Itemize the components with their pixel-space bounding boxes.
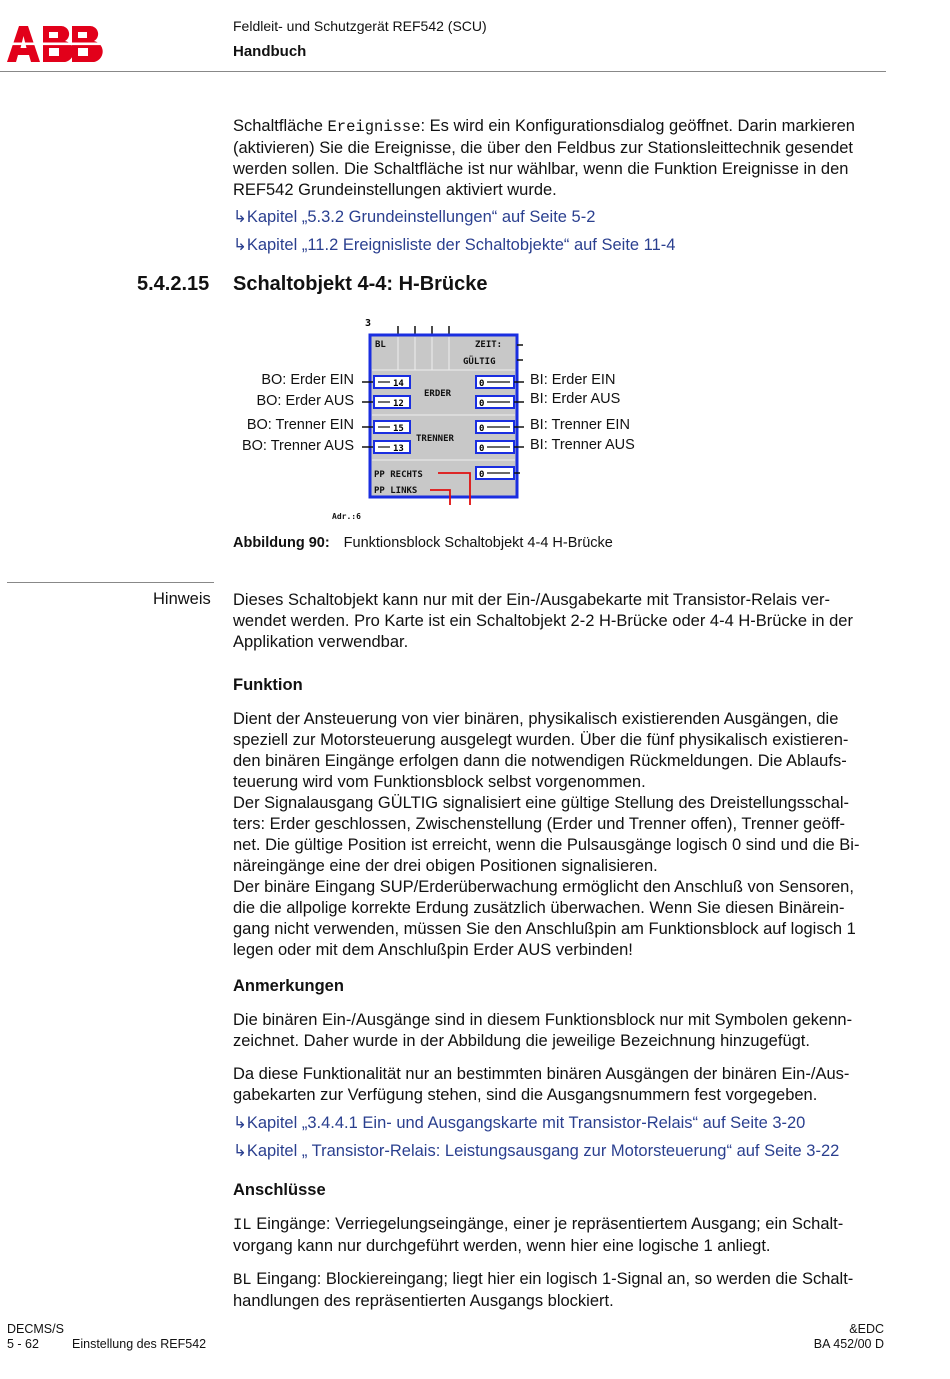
- label-bo-erder-aus: BO: Erder AUS: [256, 393, 354, 409]
- bl-line-1: [233, 1269, 888, 1291]
- anmerkungen-line: zeichnet. Daher wurde in der Abbildung die jeweilige Bezeichnung hinzugefügt.: [233, 1032, 810, 1050]
- il-line-1: [233, 1214, 888, 1236]
- funktion-line: net. Die gültige Position ist erreicht, wenn die Pulsausgänge logisch 0 sind und die Bi-: [233, 836, 860, 854]
- code-ereignisse: Ereignisse: [327, 118, 421, 136]
- label-adr: Adr.:6: [332, 512, 361, 521]
- link-grundeinstellungen[interactable]: [233, 207, 595, 227]
- funktion-line: Der Signalausgang GÜLTIG signalisiert eine gültige Stellung des Dreistellungsschal-: [233, 794, 850, 812]
- intro-line-1-rest: : Es wird ein Konfigurationsdialog geöffnet. Darin markieren: [420, 117, 855, 135]
- anmerkungen-paragraph-2: [233, 1064, 888, 1106]
- hinweis-label: Hinweis: [153, 590, 211, 608]
- il-line-2: vorgang kann nur durchgeführt werden, wenn hier eine logische 1 anliegt.: [233, 1237, 771, 1255]
- label-pp-rechts: PP RECHTS: [374, 470, 423, 480]
- label-erder: ERDER: [424, 389, 452, 399]
- label-trenner: TRENNER: [416, 434, 454, 444]
- block-top-number: 3: [365, 318, 372, 329]
- abb-logo: [7, 26, 105, 62]
- anschluesse-bl-paragraph: [233, 1269, 888, 1312]
- svg-text:0: 0: [479, 379, 485, 389]
- funktion-line: Der binäre Eingang SUP/Erderüberwachung ermöglicht den Anschluß von Sensoren,: [233, 878, 854, 896]
- bl-line-2: handlungen des repräsentierten Ausgangs blockiert.: [233, 1292, 614, 1310]
- caption-label: Abbildung 90:: [233, 535, 330, 551]
- code-il: IL: [233, 1216, 252, 1234]
- hinweis-line-1: Dieses Schaltobjekt kann nur mit der Ein-/Ausgabekarte mit Transistor-Relais ver-: [233, 591, 830, 609]
- section-number: 5.4.2.15: [137, 273, 210, 295]
- heading-anschluesse: Anschlüsse: [233, 1181, 326, 1199]
- hinweis-paragraph: [233, 590, 888, 653]
- label-bo-erder-ein: BO: Erder EIN: [261, 372, 354, 388]
- label-pp-links: PP LINKS: [374, 486, 418, 496]
- hinweis-line-3: Applikation verwendbar.: [233, 633, 409, 651]
- hinweis-divider: [7, 582, 214, 583]
- footer-department: DECMS/S: [7, 1322, 64, 1336]
- footer-edc: &EDC: [849, 1322, 884, 1336]
- intro-line-1: [233, 116, 888, 138]
- svg-text:12: 12: [393, 399, 404, 409]
- label-bo-trenner-aus: BO: Trenner AUS: [241, 438, 354, 454]
- svg-text:0: 0: [479, 444, 485, 454]
- document-title: Feldleit- und Schutzgerät REF542 (SCU): [233, 18, 487, 34]
- funktion-line: gang nicht verwenden, müssen Sie den Anschlußpin am Funktionsblock auf logisch 1: [233, 920, 856, 938]
- svg-text:13: 13: [393, 444, 404, 454]
- link-text: Kapitel „ Transistor-Relais: Leistungsausgang zur Motorsteuerung“ auf Seite 3-22: [246, 1142, 840, 1160]
- hinweis-line-2: wendet werden. Pro Karte ist ein Schaltobjekt 2-2 H-Brücke oder 4-4 H-Brücke in der: [233, 612, 853, 630]
- heading-funktion: Funktion: [233, 676, 303, 694]
- intro-prefix: Schaltfläche: [233, 117, 328, 135]
- anmerkungen-line: Da diese Funktionalität nur an bestimmten binären Ausgängen der binären Ein-/Aus-: [233, 1065, 850, 1083]
- label-bo-trenner-ein: BO: Trenner EIN: [246, 417, 354, 433]
- intro-line-2: (aktivieren) Sie die Ereignisse, die über den Feldbus zur Stationsleittechnik gesendet: [233, 139, 854, 157]
- funktion-line: speziell zur Motorsteuerung ausgelegt wurden. Über die fünf physikalisch existieren-: [233, 731, 849, 749]
- intro-line-4: REF542 Grundeinstellungen aktiviert wurde.: [233, 181, 557, 199]
- bl-text: Eingang: Blockiereingang; liegt hier ein logisch 1-Signal an, so werden die Schalt-: [251, 1270, 854, 1288]
- section-title: Schaltobjekt 4-4: H-Brücke: [233, 273, 488, 295]
- anmerkungen-line: gabekarten zur Verfügung stehen, sind die Ausgangsnummern fest vorgegeben.: [233, 1086, 818, 1104]
- label-gueltig: GÜLTIG: [463, 357, 496, 367]
- funktion-line: ters: Erder geschlossen, Zwischenstellung (Erder und Trenner offen), Trenner geöff-: [233, 815, 846, 833]
- label-bi-trenner-aus: BI: Trenner AUS: [530, 437, 635, 453]
- footer-page-number: 5 - 62: [7, 1337, 39, 1351]
- svg-text:0: 0: [479, 399, 485, 409]
- anmerkungen-paragraph-1: [233, 1010, 888, 1052]
- arrow-icon: ↳: [233, 208, 247, 226]
- funktion-line: die die allpolige korrekte Erdung zusätzlich überwachen. Wenn Sie diesen Binärein-: [233, 899, 845, 917]
- arrow-icon: ↳: [233, 1114, 247, 1132]
- intro-line-3: werden sollen. Die Schaltfläche ist nur wählbar, wenn die Funktion Ereignisse in den: [233, 160, 849, 178]
- svg-text:14: 14: [393, 379, 404, 389]
- funktion-line: den binären Eingänge erfolgen dann die notwendigen Rückmeldungen. Die Ablaufs-: [233, 752, 847, 770]
- svg-text:15: 15: [393, 424, 404, 434]
- arrow-icon: ↳: [233, 236, 247, 254]
- svg-text:0: 0: [479, 424, 485, 434]
- funktion-line: legen oder mit dem Anschlußpin Erder AUS verbinden!: [233, 941, 633, 959]
- svg-text:0: 0: [479, 470, 485, 480]
- heading-anmerkungen: Anmerkungen: [233, 977, 344, 995]
- document-subtitle: Handbuch: [233, 43, 307, 60]
- il-text: Eingänge: Verriegelungseingänge, einer je repräsentiertem Ausgang; ein Schalt-: [251, 1215, 844, 1233]
- caption-text: Funktionsblock Schaltobjekt 4-4 H-Brücke: [343, 535, 613, 551]
- link-ereignisliste[interactable]: [233, 235, 675, 255]
- intro-paragraph: [233, 116, 888, 201]
- funktion-line: teuerung wird vom Funktionsblock selbst vorgenommen.: [233, 773, 646, 791]
- link-text: Kapitel „5.3.2 Grundeinstellungen“ auf Seite 5-2: [246, 208, 596, 226]
- header-divider: [0, 71, 886, 72]
- code-bl: BL: [233, 1271, 252, 1289]
- footer-chapter: Einstellung des REF542: [72, 1337, 207, 1351]
- anschluesse-il-paragraph: [233, 1214, 888, 1257]
- arrow-icon: ↳: [233, 1142, 247, 1160]
- label-bi-trenner-ein: BI: Trenner EIN: [530, 417, 630, 433]
- footer-doc-number: BA 452/00 D: [813, 1337, 884, 1351]
- link-text: Kapitel „11.2 Ereignisliste der Schaltobjekte“ auf Seite 11-4: [246, 236, 676, 254]
- label-bi-erder-aus: BI: Erder AUS: [530, 391, 621, 407]
- label-zeit: ZEIT:: [475, 340, 503, 350]
- funktion-line: Dient der Ansteuerung von vier binären, physikalisch existierenden Ausgängen, die: [233, 710, 839, 728]
- figure-caption: [233, 535, 613, 551]
- link-leistungsausgang[interactable]: [233, 1141, 839, 1161]
- function-block-diagram: [320, 310, 540, 525]
- label-bl: BL: [375, 340, 386, 350]
- label-bi-erder-ein: BI: Erder EIN: [530, 372, 616, 388]
- anmerkungen-line: Die binären Ein-/Ausgänge sind in diesem Funktionsblock nur mit Symbolen gekenn-: [233, 1011, 853, 1029]
- funktion-line: näreingänge eine der drei obigen Positionen signalisieren.: [233, 857, 658, 875]
- link-text: Kapitel „3.4.4.1 Ein- und Ausgangskarte mit Transistor-Relais“ auf Seite 3-20: [246, 1114, 806, 1132]
- link-transistor-relais-karte[interactable]: [233, 1113, 805, 1133]
- funktion-paragraph: [233, 709, 888, 961]
